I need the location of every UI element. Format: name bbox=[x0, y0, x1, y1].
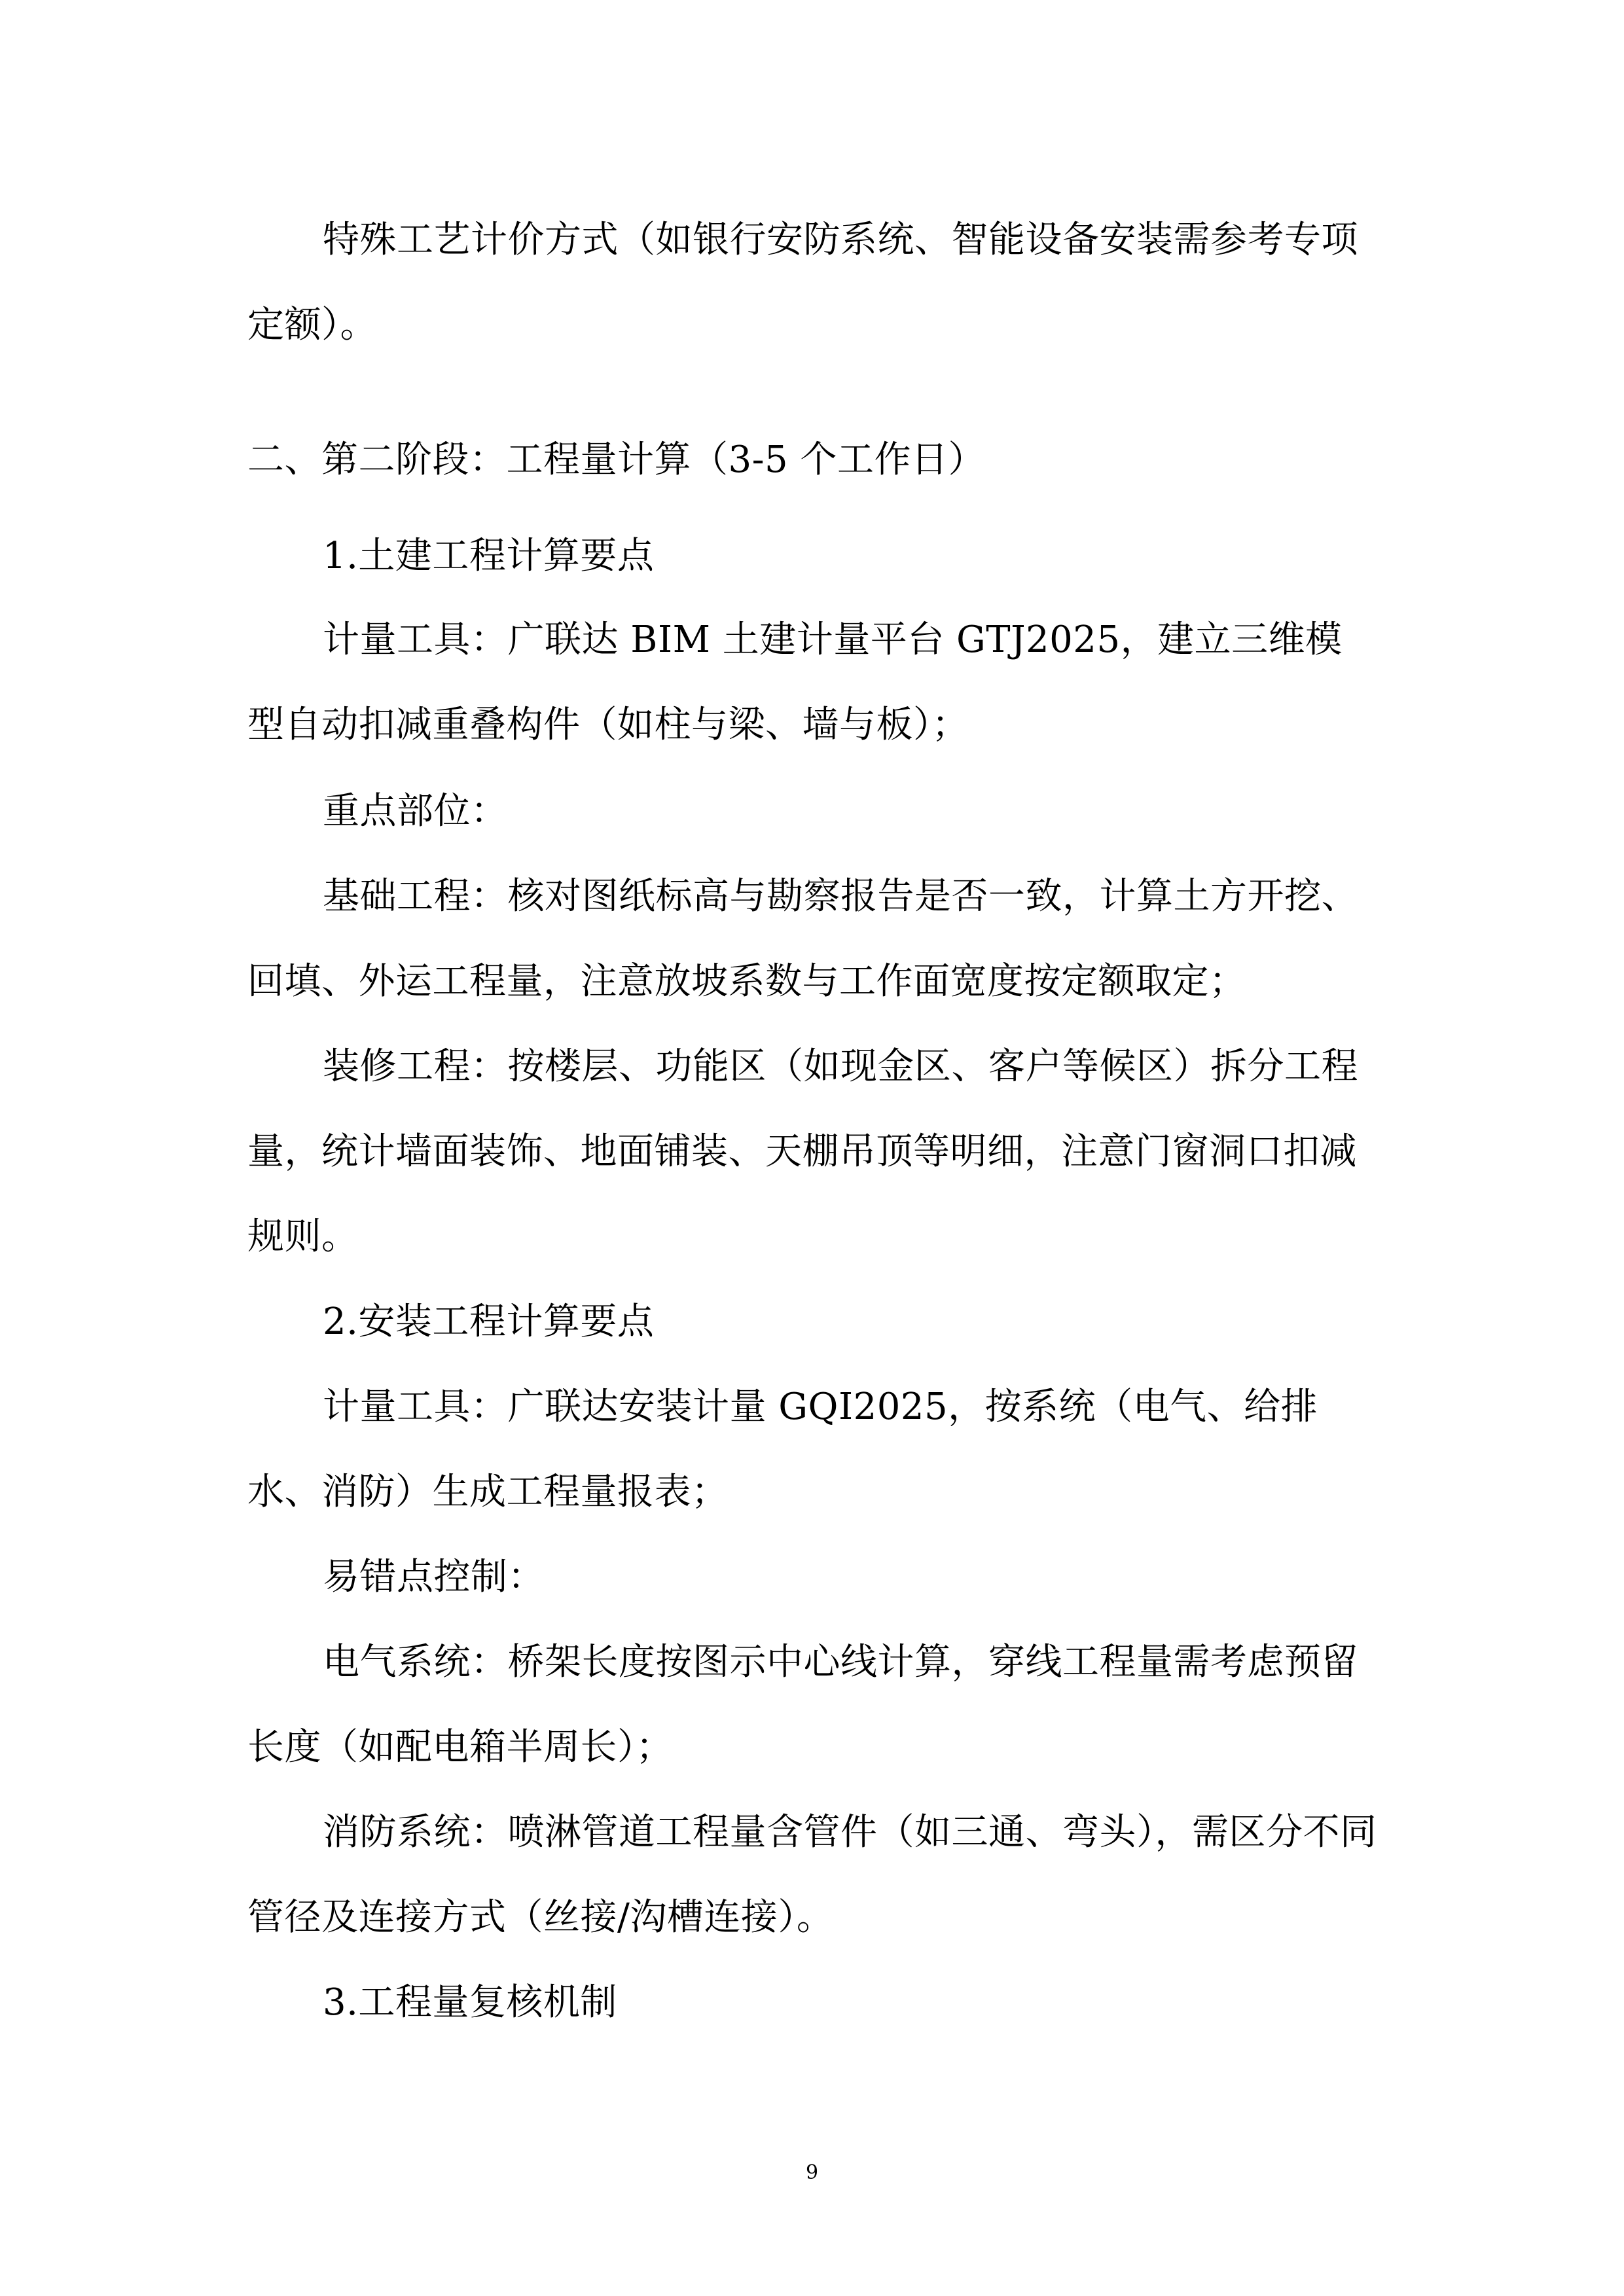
paragraph-electrical-system: 电气系统：桥架长度按图示中心线计算，穿线工程量需考虑预留长度（如配电箱半周长）； bbox=[247, 1641, 1358, 1768]
paragraph-special-pricing: 特殊工艺计价方式（如银行安防系统、智能设备安装需参考专项定额）。 bbox=[247, 219, 1358, 346]
paragraph-installation-tool: 计量工具：广联达安装计量 GQI2025，按系统（电气、给排水、消防）生成工程量报表； bbox=[247, 1386, 1318, 1513]
subheading-civil-works: 1.土建工程计算要点 bbox=[323, 535, 655, 577]
section-heading-stage-two: 二、第二阶段：工程量计算（3-5 个工作日） bbox=[247, 439, 985, 481]
subheading-quantity-review: 3.工程量复核机制 bbox=[323, 1981, 617, 2024]
subheading-installation-works: 2.安装工程计算要点 bbox=[323, 1300, 655, 1343]
paragraph-key-parts: 重点部位： bbox=[323, 790, 508, 833]
paragraph-fire-system: 消防系统：喷淋管道工程量含管件（如三通、弯头），需区分不同管径及连接方式（丝接/沟槽连接）。 bbox=[247, 1811, 1377, 1939]
paragraph-error-control: 易错点控制： bbox=[323, 1556, 545, 1598]
paragraph-decoration-works: 装修工程：按楼层、功能区（如现金区、客户等候区）拆分工程量，统计墙面装饰、地面铺装、天棚吊顶等明细，注意门窗洞口扣减规则。 bbox=[247, 1045, 1358, 1258]
page-number: 9 bbox=[805, 2161, 819, 2184]
paragraph-foundation-works: 基础工程：核对图纸标高与勘察报告是否一致，计算土方开挖、回填、外运工程量，注意放坡系数与工作面宽度按定额取定； bbox=[247, 875, 1358, 1003]
paragraph-civil-tool: 计量工具：广联达 BIM 土建计量平台 GTJ2025，建立三维模型自动扣减重叠构件（如柱与梁、墙与板）； bbox=[247, 619, 1343, 746]
